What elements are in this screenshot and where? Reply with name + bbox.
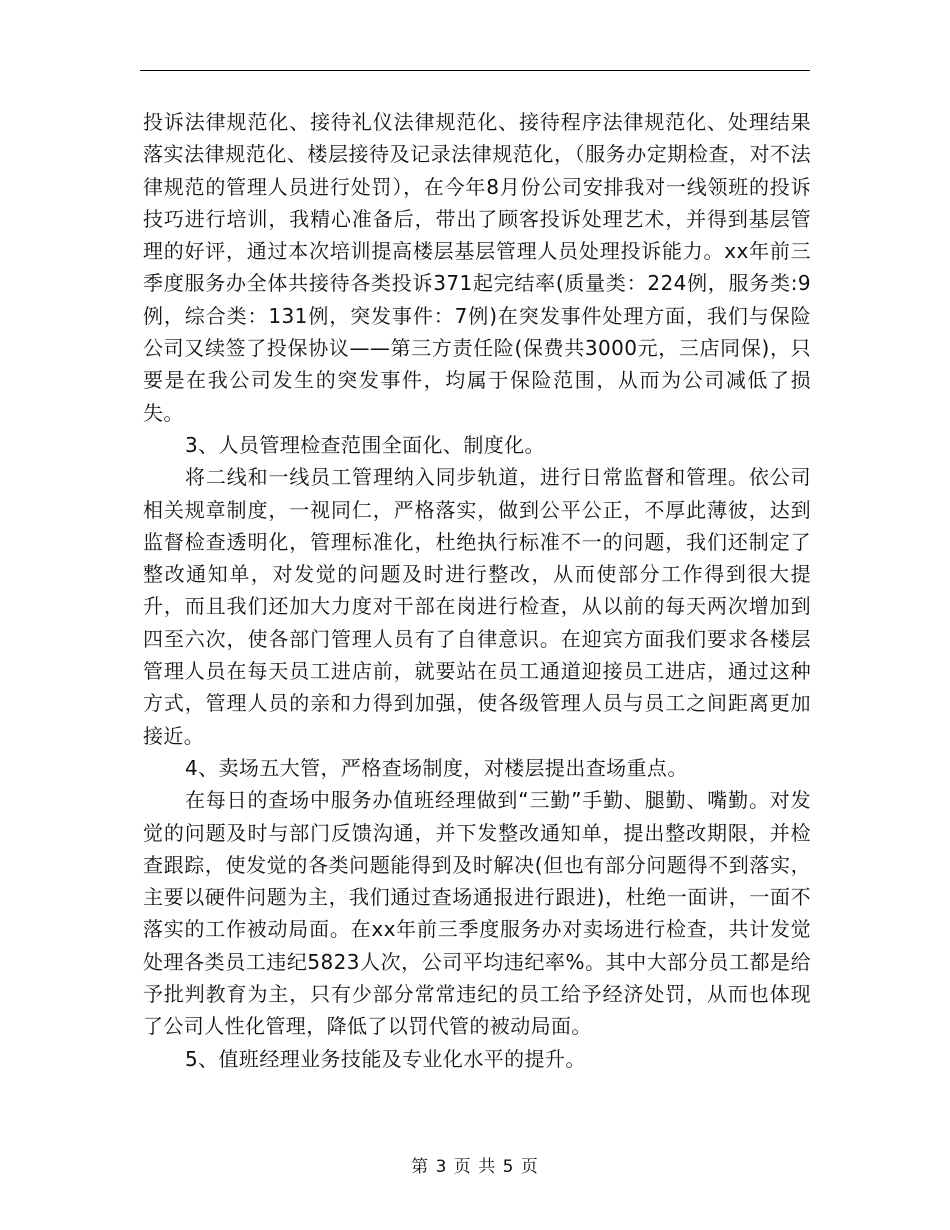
page-number-footer: 第 3 页 共 5 页 [411, 1157, 539, 1177]
document-body [143, 106, 811, 1075]
header-rule [140, 70, 810, 71]
heading-duty-manager-skills: 5、值班经理业务技能及专业化水平的提升。 [185, 1046, 586, 1071]
paragraph-personnel-management: 将二线和一线员工管理纳入同步轨道，进行日常监督和管理。依公司相关规章制度，一视同仁，严格落实，做到公平公正，不厚此薄彼，达到监督检查透明化，管理标准化，杜绝执行标准不一的问题，我们还制定了整改通知单，对发觉的问题及时进行整改，从而使部分工作得到很大提升，而且我们还加大力度对干部在岗进行检查，从以前的每天两次增加到四至六次，使各部门管理人员有了自律意识。在迎宾方面我们要求各楼层管理人员在每天员工进店前，就要站在员工通道迎接员工进店，通过这种方式，管理人员的亲和力得到加强，使各级管理人员与员工之间距离更加接近。 [143, 465, 811, 748]
heading-store-inspection: 4、卖场五大管，严格查场制度，对楼层提出查场重点。 [185, 755, 688, 780]
heading-personnel-management: 3、人员管理检查范围全面化、制度化。 [185, 432, 545, 457]
paragraph-complaint-handling: 投诉法律规范化、接待礼仪法律规范化、接待程序法律规范化、处理结果落实法律规范化、楼层接待及记录法律规范化，（服务办定期检查，对不法律规范的管理人员进行处罚），在今年8月份公司安排我对一线领班的投诉技巧进行培训，我精心准备后，带出了顾客投诉处理艺术，并得到基层管理的好评，通过本次培训提高楼层基层管理人员处理投诉能力。xx年前三季度服务办全体共接待各类投诉371起完结率(质量类：224例，服务类:9例，综合类：131例，突发事件：7例)在突发事件处理方面，我们与保险公司又续签了投保协议——第三方责任险(保费共3000元，三店同保)，只要是在我公司发生的突发事件，均属于保险范围，从而为公司减低了损失。 [143, 110, 811, 425]
paragraph-store-inspection: 在每日的查场中服务办值班经理做到“三勤”手勤、腿勤、嘴勤。对发觉的问题及时与部门反馈沟通，并下发整改通知单，提出整改期限，并检查跟踪，使发觉的各类问题能得到及时解决(但也有部分问题得不到落实，主要以硬件问题为主，我们通过查场通报进行跟进)，杜绝一面讲，一面不落实的工作被动局面。在xx年前三季度服务办对卖场进行检查，共计发觉处理各类员工违纪5823人次，公司平均违纪率%。其中大部分员工都是给予批判教育为主，只有少部分常常违纪的员工给予经济处罚，从而也体现了公司人性化管理，降低了以罚代管的被动局面。 [143, 788, 811, 1039]
